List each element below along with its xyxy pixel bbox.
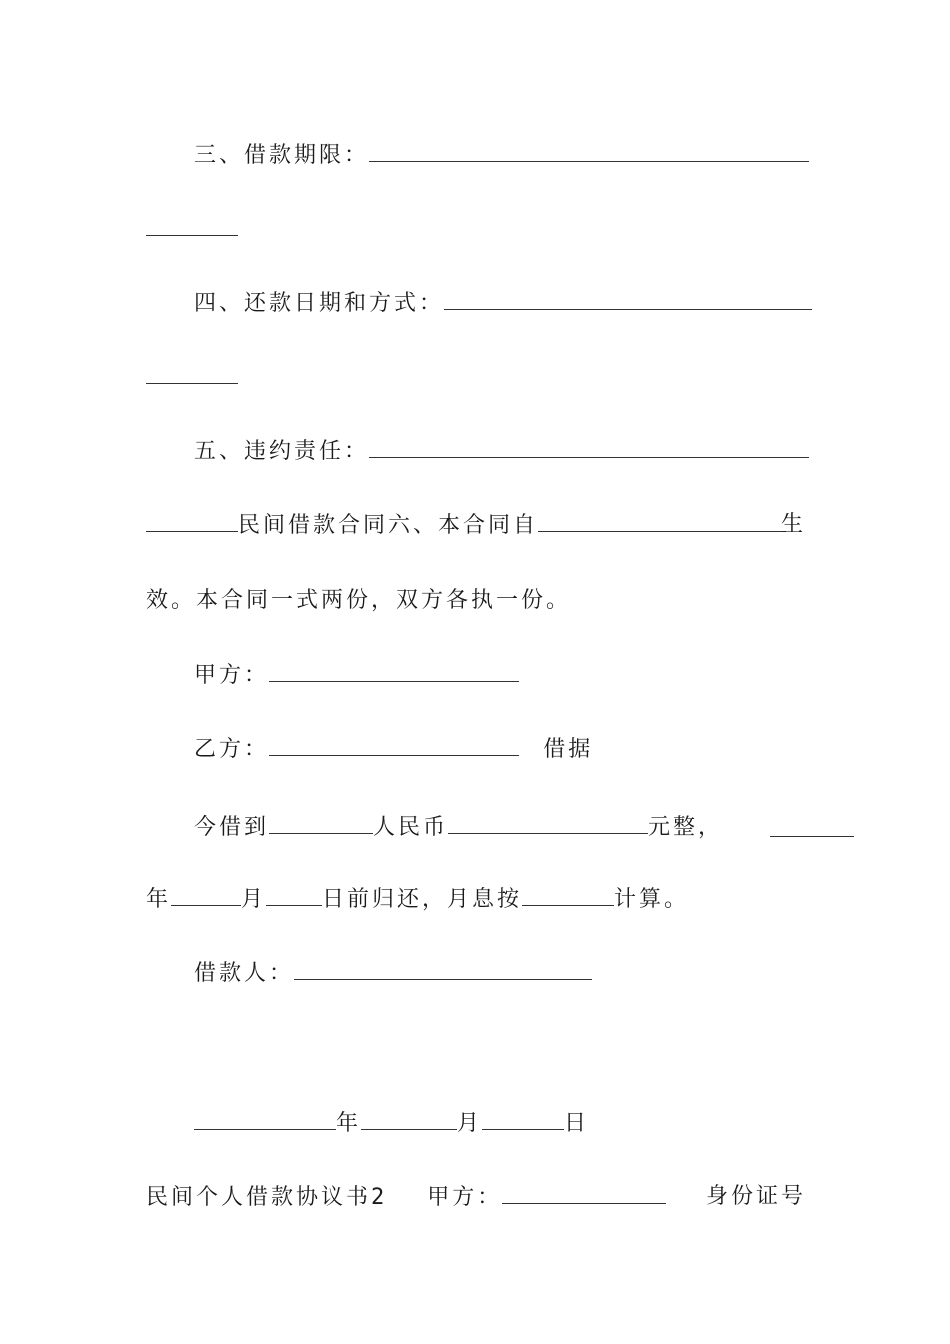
- rmb-label: 人民币: [373, 815, 449, 840]
- term-blank-cont[interactable]: [146, 214, 238, 236]
- inline-title: 民间借款合同: [238, 513, 389, 538]
- day-before-label: 日前归还，月息按: [322, 887, 523, 912]
- party-a-row: [146, 660, 854, 690]
- clause-liability-cont: [146, 510, 806, 540]
- term-label: 三、借款期限：: [194, 143, 370, 168]
- year-label: 年: [146, 887, 172, 912]
- year-blank[interactable]: [171, 884, 241, 906]
- clause-repay-cont: [146, 362, 806, 392]
- next-doc-id-label: 身份证号: [705, 1184, 806, 1209]
- next-doc-row: [146, 1182, 806, 1212]
- amount-blank[interactable]: [448, 812, 648, 834]
- liability-blank-cont[interactable]: [146, 510, 238, 532]
- date-year-label: 年: [336, 1111, 362, 1136]
- date-day-blank[interactable]: [482, 1108, 564, 1130]
- party-a-blank[interactable]: [269, 660, 519, 682]
- borrower-label: 借款人：: [194, 961, 295, 986]
- month-label: 月: [241, 887, 267, 912]
- calc-label: 计算。: [614, 887, 690, 912]
- date-day-label: 日: [564, 1111, 590, 1136]
- date-month-blank[interactable]: [361, 1108, 457, 1130]
- receipt-title: 借据: [543, 737, 594, 762]
- party-b-label: 乙方：: [194, 737, 270, 762]
- lender-blank[interactable]: [269, 812, 373, 834]
- interest-blank[interactable]: [522, 884, 614, 906]
- repay-blank[interactable]: [444, 288, 812, 310]
- clause-term-cont: [146, 214, 806, 244]
- date-year-blank[interactable]: [194, 1108, 336, 1130]
- repay-label: 四、还款日期和方式：: [194, 291, 445, 316]
- clause-repay: [146, 288, 854, 318]
- receipt-line2: [146, 884, 806, 914]
- next-doc-title: 民间个人借款协议书2: [146, 1185, 388, 1210]
- clause-liability: [146, 436, 854, 466]
- term-blank[interactable]: [369, 140, 809, 162]
- liability-blank[interactable]: [369, 436, 809, 458]
- effect-suffix: 生: [780, 512, 806, 537]
- borrowed-label: 今借到: [194, 815, 270, 840]
- date-month-label: 月: [457, 1111, 483, 1136]
- next-doc-party-a-blank[interactable]: [502, 1182, 666, 1204]
- party-b-row: [146, 734, 854, 764]
- borrower-blank[interactable]: [294, 958, 592, 980]
- repay-blank-cont[interactable]: [146, 362, 238, 384]
- party-a-label: 甲方：: [194, 663, 270, 688]
- clause-term: [146, 140, 854, 170]
- date-row: [146, 1108, 854, 1138]
- day-blank[interactable]: [266, 884, 322, 906]
- effect-line2: 效。本合同一式两份，双方各执一份。: [146, 588, 572, 613]
- effect-prefix: 六、本合同自: [388, 513, 539, 538]
- yuan-label: 元整，: [648, 815, 724, 840]
- next-doc-party-a-label: 甲方：: [427, 1185, 503, 1210]
- liability-label: 五、违约责任：: [194, 439, 370, 464]
- amount-extra-blank[interactable]: [770, 815, 854, 837]
- borrower-row: [146, 958, 854, 988]
- receipt-line1: [146, 812, 854, 842]
- effect-date-blank[interactable]: [538, 510, 786, 532]
- party-b-blank[interactable]: [269, 734, 519, 756]
